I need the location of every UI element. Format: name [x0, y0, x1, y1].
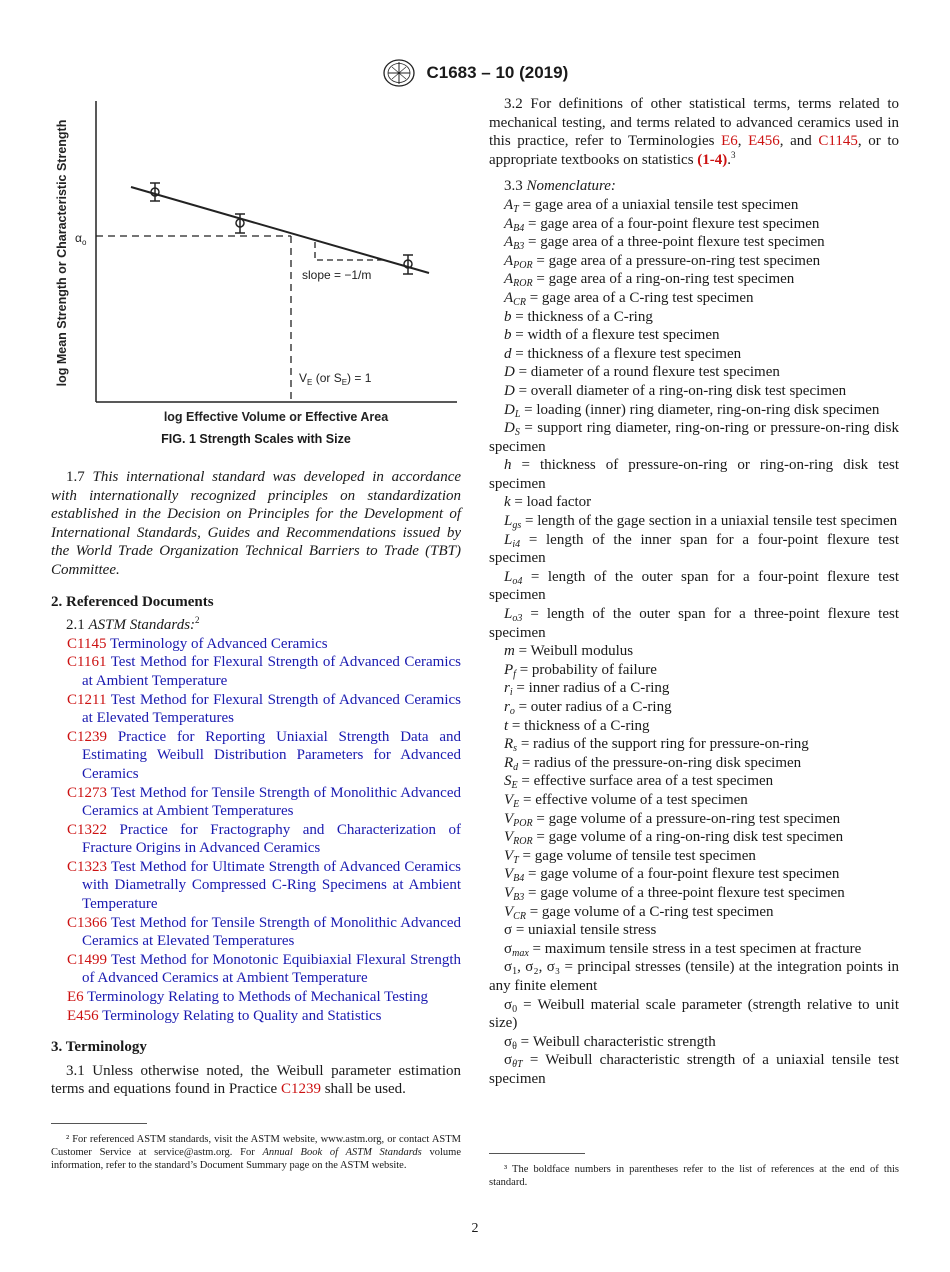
nomenclature-item [489, 661, 899, 680]
nomenclature-definition: = effective surface area of a test specimen [517, 773, 774, 790]
nomenclature-item [489, 363, 899, 382]
nomenclature-subscript: T [513, 854, 519, 866]
nomenclature-definition: = thickness of a flexure test specimen [511, 345, 742, 362]
section-2-heading: 2. Referenced Documents [51, 593, 214, 610]
footnote-divider [489, 1153, 585, 1154]
nomenclature-item [489, 698, 899, 717]
link-c1145[interactable]: C1145 [818, 133, 858, 150]
nomenclature-definition: = probability of failure [515, 661, 657, 678]
nomenclature-symbol: t [504, 717, 509, 734]
nomenclature-subscript: 0 [512, 1003, 518, 1015]
reference-item [51, 635, 461, 654]
reference-code-link[interactable]: C1366 [67, 914, 108, 931]
right-column [489, 95, 899, 1088]
nomenclature-symbol: σ [504, 959, 513, 976]
nomenclature-symbol: D [504, 382, 515, 399]
reference-title-link[interactable]: Terminology Relating to Methods of Mechanical Testing [87, 989, 429, 1006]
nomenclature-item [489, 419, 899, 456]
page-number: 2 [471, 1221, 479, 1236]
nomenclature-item [489, 958, 899, 995]
nomenclature-definition: = length of the gage section in a uniaxial tensile test specimen [521, 513, 898, 530]
nomenclature-definition: = gage volume of a ring-on-ring disk test specimen [532, 829, 844, 846]
nomenclature-definition: = uniaxial tensile stress [512, 922, 657, 939]
trend-line [131, 187, 429, 273]
reference-code-link[interactable]: C1161 [67, 654, 107, 671]
nomenclature-symbol: A [504, 215, 514, 232]
nomenclature-symbol: A [504, 271, 514, 288]
link-e456[interactable]: E456 [748, 133, 780, 150]
nomenclature-subscript: max [512, 947, 529, 959]
nomenclature-item [489, 456, 899, 493]
nomenclature-item [489, 921, 899, 940]
reference-title-link[interactable]: Terminology Relating to Quality and Statistics [102, 1007, 382, 1024]
nomenclature-subscript: θT [512, 1059, 523, 1071]
paragraph-1-7: 1.7 This international standard was developed in accordance with internationally recognized principles on standardization established in the Decision on Principles for the Development of International Standards, Guides and Recommendations issued by the World Trade Organization Technical Barriers to Trade (TBT) Committee. [51, 469, 462, 578]
nomenclature-symbol: r [504, 699, 510, 715]
nomenclature-symbol: b [504, 327, 512, 344]
paragraph-3-1: 3.1 Unless otherwise noted, the Weibull parameter estimation terms and equations found in Practice C1239 shall be used. [51, 1062, 461, 1098]
figure-caption: FIG. 1 Strength Scales with Size [161, 432, 351, 446]
nomenclature-definition: = outer radius of a C-ring [514, 699, 672, 715]
nomenclature-definition: = gage volume of a pressure-on-ring test specimen [532, 810, 841, 827]
nomenclature-subscript: i4 [512, 538, 521, 550]
nomenclature-symbol: d [504, 345, 512, 362]
reference-item [51, 691, 461, 728]
nomenclature-definition: = gage area of a C-ring test specimen [525, 289, 754, 306]
nomenclature-subscript: i [509, 687, 513, 699]
x-axis-label: log Effective Volume or Effective Area [163, 410, 389, 424]
nomenclature-symbol: m [504, 643, 515, 660]
reference-title-link[interactable]: Test Method for Flexural Strength of Advanced Ceramics at Elevated Temperatures [82, 691, 461, 727]
nomenclature-item [489, 996, 899, 1033]
nomenclature-definition: = Weibull characteristic strength of a uniaxial tensile test specimen [489, 1052, 899, 1087]
nomenclature-subscript: o3 [512, 613, 523, 625]
reference-title-link[interactable]: Practice for Reporting Uniaxial Strength Data and Estimating Weibull Distribution Parameters for Advanced Ceramics [82, 728, 461, 782]
nomenclature-item [489, 679, 899, 698]
nomenclature-symbol: σ [504, 996, 513, 1013]
nomenclature-symbol: h [504, 457, 512, 474]
reference-title-link[interactable]: Terminology of Advanced Ceramics [109, 635, 328, 652]
nomenclature-definition: = Weibull characteristic strength [516, 1033, 716, 1050]
reference-item [51, 858, 461, 914]
referenced-documents-list [51, 635, 461, 1025]
nomenclature-subscript: E [513, 798, 520, 810]
nomenclature-subscript: E [511, 780, 518, 792]
nomenclature-subscript: f [513, 668, 516, 680]
reference-item [51, 728, 461, 784]
paragraph-3-3: 3.3 Nomenclature: [504, 178, 616, 195]
reference-item [51, 951, 461, 988]
nomenclature-definition: = diameter of a round flexure test specimen [514, 364, 780, 381]
nomenclature-symbol: L [504, 568, 513, 585]
nomenclature-item [489, 828, 899, 847]
nomenclature-definition: = support ring diameter, ring-on-ring or pressure-on-ring disk specimen [489, 420, 899, 455]
nomenclature-symbol: A [504, 234, 514, 251]
nomenclature-definition: = maximum tensile stress in a test specimen at fracture [528, 940, 862, 957]
nomenclature-symbol: L [504, 513, 513, 530]
nomenclature-subscript: CR [513, 296, 526, 308]
footnote-3: ³ The boldface numbers in parentheses refer to the list of references at the end of this standard. [489, 1164, 899, 1188]
nomenclature-symbol: A [504, 289, 514, 306]
ve-label: $V_E$ (or $S_E) = 1$ [299, 371, 372, 387]
reference-code-link[interactable]: C1273 [67, 784, 108, 801]
nomenclature-item [489, 401, 899, 420]
nomenclature-definition: = length of the outer span for a four-point flexure test specimen [489, 568, 899, 604]
nomenclature-symbol: k [504, 494, 511, 511]
nomenclature-symbol: σ [504, 1052, 513, 1069]
nomenclature-item [489, 810, 899, 829]
nomenclature-symbol: σ [504, 1033, 513, 1050]
nomenclature-definition: = thickness of a C-ring [511, 308, 653, 325]
nomenclature-symbol: L [504, 531, 513, 548]
nomenclature-item [489, 512, 899, 531]
nomenclature-item [489, 568, 899, 605]
nomenclature-item [489, 605, 899, 642]
astm-logo [382, 58, 416, 88]
nomenclature-item [489, 493, 899, 512]
nomenclature-subscript: o [509, 706, 515, 717]
nomenclature-item [489, 326, 899, 345]
nomenclature-definition: = inner radius of a C-ring [512, 680, 670, 697]
reference-item [51, 1007, 461, 1026]
nomenclature-definition: = Weibull modulus [514, 643, 634, 660]
nomenclature-subscript: s [513, 743, 518, 755]
data-point [403, 255, 413, 274]
nomenclature-item [489, 1033, 899, 1052]
nomenclature-definition: = radius of the support ring for pressure-on-ring [517, 736, 809, 753]
nomenclature-symbol: σ [504, 940, 513, 957]
nomenclature-subscript: B3 [513, 891, 525, 903]
nomenclature-definition: = width of a flexure test specimen [511, 327, 720, 344]
nomenclature-item [489, 196, 899, 215]
nomenclature-symbol: b [504, 308, 512, 325]
nomenclature-symbol: R [504, 754, 514, 771]
nomenclature-symbol: D [504, 420, 515, 437]
reference-item [51, 653, 461, 690]
nomenclature-symbol: V [504, 847, 514, 864]
nomenclature-item [489, 903, 899, 922]
nomenclature-item [489, 270, 899, 289]
nomenclature-subscript: ROR [513, 278, 533, 290]
nomenclature-definition: = gage volume of tensile test specimen [518, 847, 756, 864]
nomenclature-item [489, 735, 899, 754]
nomenclature-symbol: V [504, 903, 514, 920]
reference-title-link[interactable]: Test Method for Ultimate Strength of Advanced Ceramics with Diametrally Compressed C-Ring Specimens at Ambient Temperature [82, 858, 461, 913]
nomenclature-definition: = thickness of a C-ring [508, 717, 650, 734]
nomenclature-definition: = thickness of pressure-on-ring or ring-on-ring disk test specimen [489, 457, 899, 492]
nomenclature-symbol: V [504, 866, 514, 883]
paragraph-2-1: 2.1 ASTM Standards:$^2$ [66, 615, 200, 634]
nomenclature-symbol: r [504, 680, 510, 697]
nomenclature-symbol: A [504, 196, 514, 213]
nomenclature-item [489, 252, 899, 271]
nomenclature-definition: = loading (inner) ring diameter, ring-on-ring disk specimen [520, 401, 880, 418]
nomenclature-item [489, 865, 899, 884]
reference-item [51, 914, 461, 951]
nomenclature-definition: = length of the outer span for a three-point flexure test specimen [489, 606, 899, 641]
link-refs-1-4[interactable]: (1-4) [697, 151, 728, 168]
nomenclature-item [489, 940, 899, 959]
nomenclature-definition: = gage area of a four-point flexure test specimen [524, 215, 820, 232]
reference-code-link[interactable]: C1145 [67, 635, 107, 652]
nomenclature-item [489, 382, 899, 401]
reference-code-link[interactable]: C1323 [67, 858, 108, 875]
nomenclature-definition: = gage area of a uniaxial tensile test specimen [518, 196, 799, 213]
nomenclature-symbol: L [504, 606, 513, 623]
slope-label: slope = −1/m [302, 268, 372, 282]
nomenclature-subscript: B3 [513, 241, 525, 253]
section-3-heading: 3. Terminology [51, 1039, 147, 1056]
nomenclature-subscript: POR [513, 817, 533, 829]
designation: C1683 – 10 (2019) [426, 63, 569, 82]
alpha-label: $\alpha_o$ [75, 231, 87, 247]
nomenclature-symbol: R [504, 736, 514, 753]
nomenclature-subscript: 1 [512, 966, 518, 978]
nomenclature-subscript: T [513, 203, 519, 215]
reference-title-link[interactable]: Test Method for Monotonic Equibiaxial Flexural Strength of Advanced Ceramics at Ambient Temperature [82, 951, 461, 987]
page-header [0, 58, 950, 88]
nomenclature-subscript: θ [512, 1040, 517, 1052]
nomenclature-symbol: A [504, 252, 514, 269]
figure-1-chart [51, 95, 461, 455]
footnote-2: ² For referenced ASTM standards, visit the ASTM website, www.astm.org, or contact ASTM Customer Service at service@astm.org. For Annual Book of ASTM Standards volume information, refer to the standard’s Document Summary page on the ASTM website. [51, 1134, 462, 1171]
nomenclature-definition: , σ₂, σ₃ = principal stresses (tensile) at the integration points in any finite element [489, 959, 899, 994]
nomenclature-item [489, 531, 899, 568]
nomenclature-symbol: V [504, 829, 514, 846]
nomenclature-item [489, 772, 899, 791]
data-point [150, 183, 160, 201]
reference-title-link[interactable]: Test Method for Tensile Strength of Monolithic Advanced Ceramics at Ambient Temperatures [82, 784, 461, 820]
reference-code-link[interactable]: C1499 [67, 951, 108, 968]
reference-code-link[interactable]: C1239 [67, 728, 108, 745]
nomenclature-item [489, 717, 899, 736]
left-column [51, 468, 461, 1099]
reference-item [51, 821, 461, 858]
nomenclature-subscript: o4 [512, 575, 523, 587]
nomenclature-subscript: L [514, 408, 521, 420]
nomenclature-definition: = length of the inner span for a four-point flexure test specimen [489, 531, 899, 567]
nomenclature-item [489, 642, 899, 661]
reference-code-link[interactable]: C1211 [67, 691, 107, 708]
nomenclature-item [489, 754, 899, 773]
nomenclature-item [489, 1051, 899, 1088]
nomenclature-subscript: B4 [513, 873, 525, 885]
nomenclature-definition: = effective volume of a test specimen [519, 791, 748, 808]
nomenclature-definition: = gage area of a three-point flexure test specimen [524, 234, 825, 251]
reference-title-link[interactable]: Test Method for Flexural Strength of Advanced Ceramics at Ambient Temperature [82, 654, 461, 689]
nomenclature-item [489, 791, 899, 810]
y-axis-label: log Mean Strength or Characteristic Strength [55, 119, 69, 387]
nomenclature-symbol: P [504, 661, 514, 678]
paragraph-3-2: 3.2 For definitions of other statistical terms, terms related to mechanical testing, and terms related to advanced ceramics used in this practice, refer to Terminologies E6, E456, and C1145, or to appropriate textbooks on statistics (1-4).$^3$ [489, 96, 899, 168]
nomenclature-subscript: gs [512, 520, 522, 532]
nomenclature-subscript: B4 [513, 222, 525, 234]
nomenclature-item [489, 215, 899, 234]
link-e6[interactable]: E6 [721, 133, 738, 150]
nomenclature-symbol: V [504, 884, 514, 901]
nomenclature-symbol: S [504, 773, 512, 790]
nomenclature-item [489, 884, 899, 903]
nomenclature-definition: = Weibull material scale parameter (strength relative to unit size) [489, 996, 899, 1032]
nomenclature-symbol: D [504, 401, 515, 418]
nomenclature-definition: = gage area of a pressure-on-ring test specimen [532, 252, 821, 269]
nomenclature-item [489, 345, 899, 364]
nomenclature-subscript: d [513, 761, 519, 773]
nomenclature-subscript: POR [513, 259, 533, 271]
nomenclature-item [489, 289, 899, 308]
reference-title-link[interactable]: Practice for Fractography and Characterization of Fracture Origins in Advanced Ceramics [82, 821, 462, 857]
nomenclature-definition: = gage area of a ring-on-ring test specimen [532, 271, 795, 288]
reference-item [51, 784, 461, 821]
reference-code-link[interactable]: E456 [67, 1007, 99, 1024]
reference-code-link[interactable]: C1322 [67, 821, 108, 838]
nomenclature-symbol: V [504, 810, 514, 827]
nomenclature-symbol: V [504, 791, 514, 808]
nomenclature-definition: = gage volume of a C-ring test specimen [525, 903, 774, 920]
nomenclature-definition: = load factor [510, 494, 592, 511]
nomenclature-definition: = gage volume of a three-point flexure test specimen [524, 884, 845, 901]
link-c1239[interactable]: C1239 [280, 1081, 321, 1098]
nomenclature-symbol: σ [504, 922, 513, 939]
nomenclature-definition: = radius of the pressure-on-ring disk specimen [518, 754, 802, 771]
nomenclature-subscript: ROR [513, 836, 533, 848]
nomenclature-symbol: D [504, 364, 515, 381]
nomenclature-definition: = overall diameter of a ring-on-ring disk test specimen [514, 382, 847, 399]
nomenclature-subscript: CR [513, 910, 526, 922]
nomenclature-item [489, 233, 899, 252]
nomenclature-definition: = gage volume of a four-point flexure test specimen [524, 866, 840, 883]
nomenclature-list [489, 196, 899, 1089]
footnote-divider [51, 1123, 147, 1124]
reference-item [51, 988, 461, 1007]
nomenclature-subscript: S [514, 427, 520, 439]
nomenclature-item [489, 308, 899, 327]
reference-title-link[interactable]: Test Method for Tensile Strength of Monolithic Advanced Ceramics at Elevated Temperatures [82, 914, 461, 950]
nomenclature-item [489, 847, 899, 866]
reference-code-link[interactable]: E6 [67, 989, 84, 1006]
